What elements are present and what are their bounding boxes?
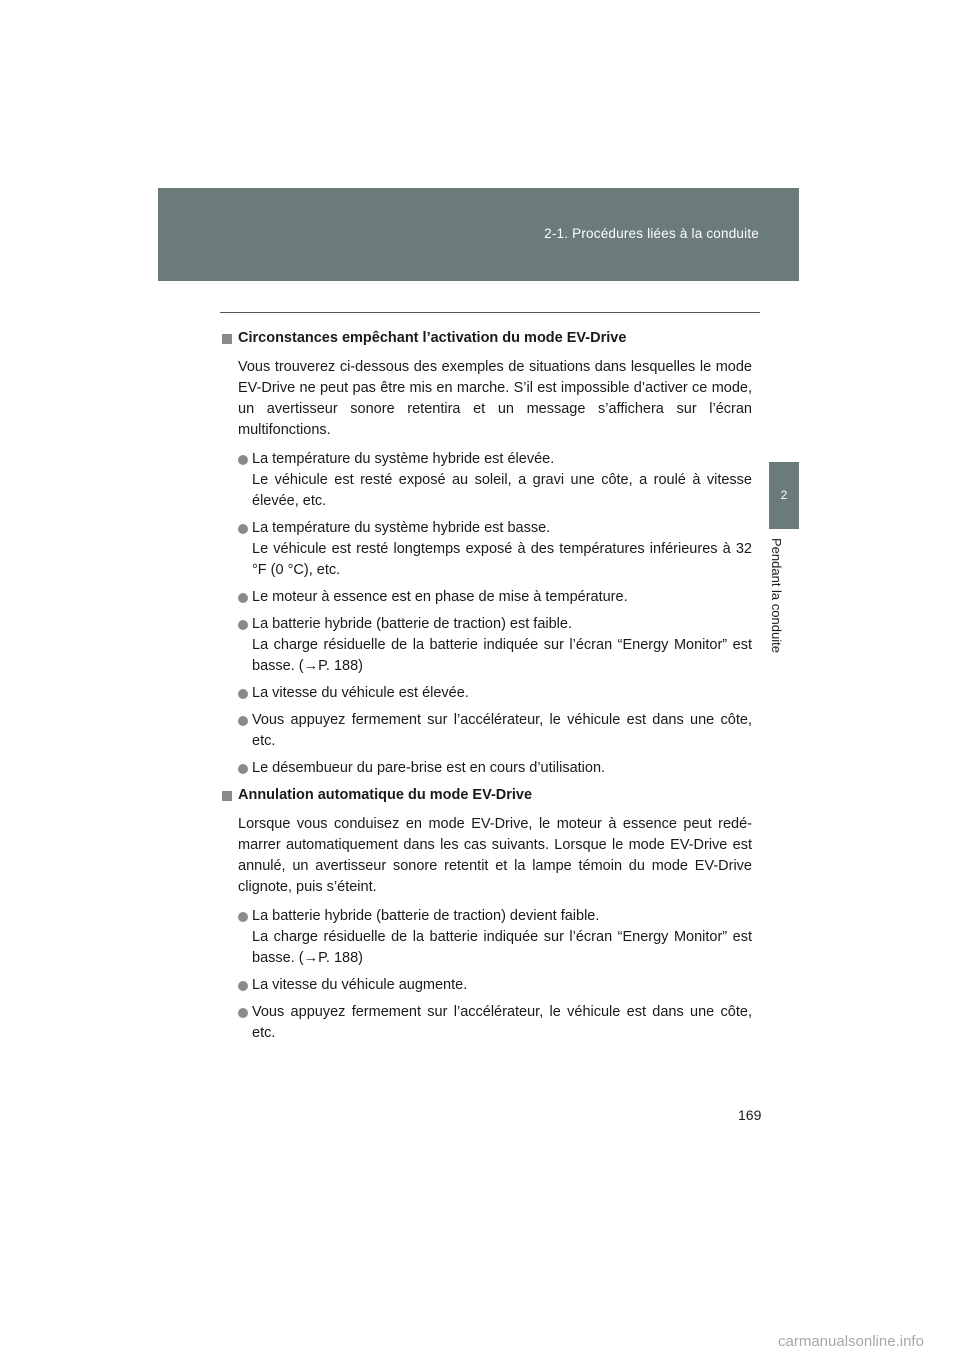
chapter-label-wrap xyxy=(770,538,798,678)
list-item-title: Le moteur à essence est en phase de mise à température. xyxy=(252,589,628,605)
chapter-tab xyxy=(769,462,799,529)
list-item xyxy=(238,710,752,752)
list-item-title: La batterie hybride (batterie de traction) devient faible. xyxy=(252,908,600,924)
circle-bullet-icon xyxy=(238,912,252,922)
watermark: carmanualsonline.info xyxy=(778,1333,924,1350)
list-item-title: Le désembueur du pare-brise est en cours d’utilisation. xyxy=(252,760,606,776)
square-bullet-icon xyxy=(222,334,232,344)
header-band xyxy=(158,188,799,281)
top-divider xyxy=(220,312,760,313)
list-item-title: La température du système hybride est basse. xyxy=(252,520,551,536)
circle-bullet-icon xyxy=(238,524,252,534)
circle-bullet-icon xyxy=(238,455,252,465)
chapter-number: 2 xyxy=(780,488,788,502)
list-item xyxy=(238,449,752,512)
heading-text: Circonstances empêchant l’activation du mode EV-Drive xyxy=(238,330,627,346)
list-item xyxy=(238,906,752,969)
square-bullet-icon xyxy=(222,791,232,801)
circle-bullet-icon xyxy=(238,689,252,699)
page-content xyxy=(222,328,752,1050)
page-number: 169 xyxy=(738,1107,762,1123)
heading-text: Annulation automatique du mode EV-Drive xyxy=(238,787,533,803)
circle-bullet-icon xyxy=(238,764,252,774)
list-item-detail: Le véhicule est resté longtemps exposé à des températures inférieures à 32 °F (0 °C), etc. xyxy=(252,541,752,578)
list-item-title: Vous appuyez fermement sur l’accélérateur, le véhicule est dans une côte, etc. xyxy=(252,712,752,749)
section-paragraph: Vous trouverez ci-dessous des exemples de situations dans lesquelles le mode EV-Drive ne peut pas être mis en marche. S’il est impossible d’activer ce mode, un avertisseur sonore retentira et un message s’affichera sur l’écran multifonctions. xyxy=(238,359,752,438)
chapter-label: Pendant la conduite xyxy=(769,538,784,653)
list-item-title: Vous appuyez fermement sur l’accélérateur, le véhicule est dans une côte, etc. xyxy=(252,1004,752,1041)
list-item-title: La température du système hybride est élevée. xyxy=(252,451,555,467)
list-item-detail: La charge résiduelle de la batterie indiquée sur l’écran “Energy Monitor” est basse. (→P. 188) xyxy=(252,929,752,966)
list-item xyxy=(238,758,752,779)
list-item-detail: Le véhicule est resté exposé au soleil, a gravi une côte, a roulé à vitesse élevée, etc. xyxy=(252,472,752,509)
section-title: 2-1. Procédures liées à la conduite xyxy=(544,226,759,241)
list-item xyxy=(238,518,752,581)
circle-bullet-icon xyxy=(238,716,252,726)
list-item xyxy=(238,1002,752,1044)
list-item xyxy=(238,975,752,996)
circle-bullet-icon xyxy=(238,1008,252,1018)
list-item xyxy=(238,587,752,608)
section-paragraph: Lorsque vous conduisez en mode EV-Drive, le moteur à essence peut redé-marrer automatiquement dans les cas suivants. Lorsque le mode EV-Drive est annulé, un avertisseur sonore retentit et la lampe témoin du mode EV-Drive clignote, puis s’éteint. xyxy=(238,816,752,895)
list-item-title: La vitesse du véhicule augmente. xyxy=(252,977,468,993)
section-heading xyxy=(222,328,752,349)
circle-bullet-icon xyxy=(238,593,252,603)
section-heading xyxy=(222,785,752,806)
circle-bullet-icon xyxy=(238,981,252,991)
list-item xyxy=(238,614,752,677)
list-item-detail: La charge résiduelle de la batterie indiquée sur l’écran “Energy Monitor” est basse. (→P. 188) xyxy=(252,637,752,674)
list-item-title: La vitesse du véhicule est élevée. xyxy=(252,685,469,701)
list-item-title: La batterie hybride (batterie de traction) est faible. xyxy=(252,616,572,632)
list-item xyxy=(238,683,752,704)
circle-bullet-icon xyxy=(238,620,252,630)
